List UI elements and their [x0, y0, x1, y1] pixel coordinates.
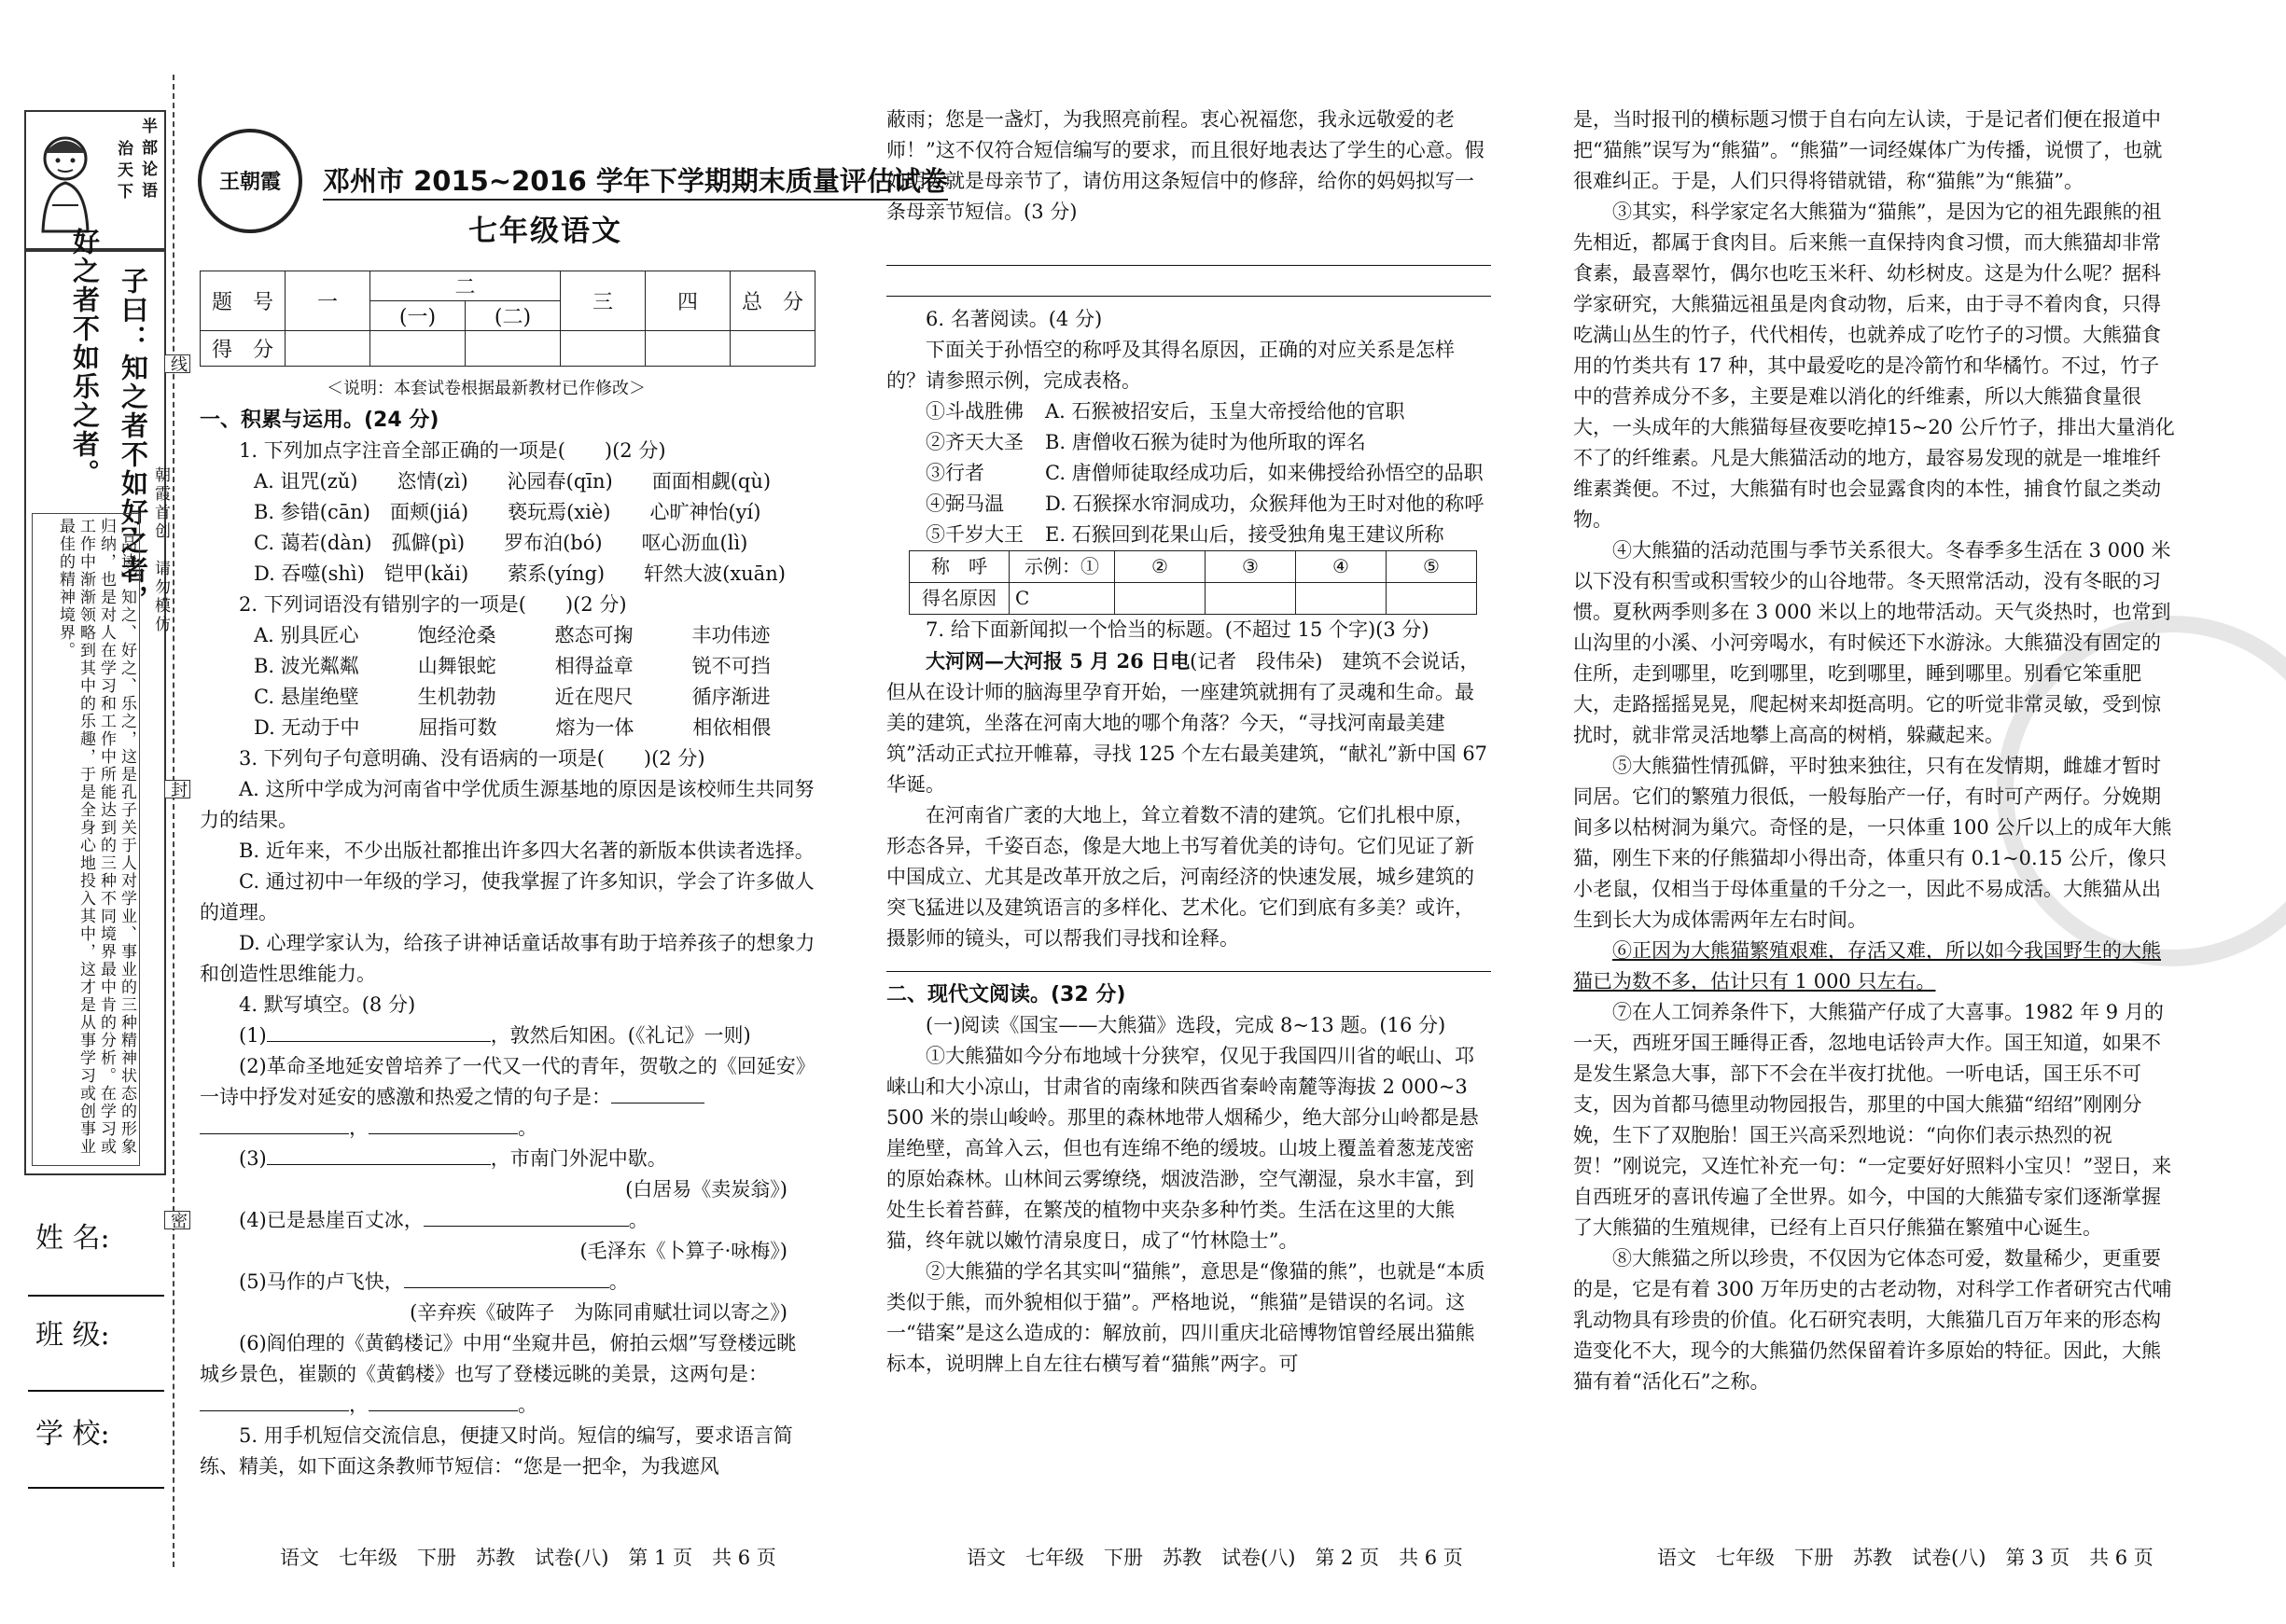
- reading-para-8: ⑧大熊猫之所以珍贵，不仅因为它体态可爱，数量稀少，更重要的是，它是有着 300 万年历史的古老动物，对科学工作者研究古代哺乳动物具有珍贵的价值。化石研究表明，大熊猫几百万年来的形态构造变化不大，现今的大熊猫仍然保留着许多原始的特征。因此，大熊猫有着“活化石”之称。: [1573, 1247, 2172, 1393]
- exam-subtitle: 七年级语文: [468, 215, 622, 248]
- q6-th: ③: [1206, 551, 1296, 583]
- footer-page-1: 语文 七年级 下册 苏教 试卷(八) 第 1 页 共 6 页: [280, 1547, 776, 1569]
- revision-note: ＜说明：本套试卷根据最新教材已作修改＞: [327, 379, 646, 398]
- score-head-1: 一: [286, 271, 370, 331]
- reading-para-1: ①大熊猫如今分布地域十分狭窄，仅见于我国四川省的岷山、邛崃山和大小凉山，甘肃省的南缘和陕西省秦岭南麓等海拔 2 000~3 500 米的崇山峻岭。那里的森林地带人烟稀少，绝大部分山岭都是悬崖绝壁，高耸入云，但也有连绵不绝的缓坡。山坡上覆盖着葱茏茂密的原始森林。山林间云雾缭绕，烟波浩渺，空气潮湿，泉水丰富，到处生长着苔藓，在繁茂的植物中夹杂多种竹类。生活在这里的大熊猫，终年就以嫩竹清泉度日，成了“竹林隐士”。: [886, 1045, 1479, 1252]
- sidebar-quote-line2: 好之者不如乐之者。: [69, 228, 101, 488]
- class-label: 班 级:: [35, 1319, 110, 1352]
- name-field[interactable]: [28, 1295, 164, 1297]
- school-field[interactable]: [28, 1487, 164, 1489]
- q6-answer-table: [909, 550, 1477, 615]
- q6-th: 示例：①: [1010, 551, 1115, 583]
- q6-name: ④弼马温: [926, 493, 1004, 515]
- score-cell[interactable]: [286, 331, 370, 367]
- answer-blank[interactable]: [267, 1164, 491, 1165]
- q4-5-text: (5)马作的卢飞快，: [239, 1270, 404, 1293]
- q6-name: ③行者: [926, 462, 984, 484]
- news-para-2: 在河南省广袤的大地上，耸立着数不清的建筑。它们扎根中原，形态各异，千姿百态，像是大地上书写着优美的诗句。它们见证了新中国成立、尤其是改革开放之后，河南经济的快速发展，城乡建筑的突飞猛进以及建筑语言的多样化、艺术化。它们到底有多美？或许，摄影师的镜头，可以帮我们寻找和诠释。: [886, 804, 1474, 950]
- sidebar-top-label2: 治天下: [114, 140, 132, 204]
- q4-3-label: (3): [239, 1147, 267, 1170]
- q4-3-text: ，市南门外泥中歇。: [490, 1147, 667, 1170]
- news-para-1: [886, 645, 1491, 800]
- footer-page-2: 语文 七年级 下册 苏教 试卷(八) 第 2 页 共 6 页: [967, 1547, 1463, 1569]
- page2-column: [886, 104, 1491, 1380]
- q6-example-answer: C: [1010, 583, 1115, 615]
- score-row-label: 得 分: [201, 331, 286, 367]
- q6-match-row: [886, 520, 1491, 550]
- q1-option-b: B. 参错(cān) 面颊(jiá) 亵玩焉(xiè) 心旷神怡(yí): [254, 501, 761, 523]
- section-2-heading: 二、现代文阅读。(32 分): [886, 983, 1126, 1006]
- reading-para-4: ④大熊猫的活动范围与季节关系很大。冬春季多生活在 3 000 米以下没有积雪或积雪较少的山谷地带。冬天照常活动，没有冬眠的习惯。夏秋两季则多在 3 000 米以上的地带活动。天气炎热时，也常到山沟里的小溪、小河旁喝水，有时候还下水游泳。大熊猫没有固定的住所，走到哪里，吃到哪里，吃到哪里，睡到哪里。别看它笨重肥大，走路摇摇晃晃，爬起树来却挺高明。它的听觉非常灵敏，受到惊扰时，就非常灵活地攀上高高的树梢，躲藏起来。: [1573, 539, 2171, 746]
- score-cell[interactable]: [731, 331, 815, 367]
- q3-option-d: D. 心理学家认为，给孩子讲神话童话故事有助于培养孩子的想象力和创造性思维能力。: [200, 932, 815, 985]
- sidebar-mid-label: 朝霞首创 请勿模仿: [151, 466, 170, 634]
- q4-4-source: (毛泽东《卜算子·咏梅》): [579, 1240, 788, 1262]
- q6-reason: A. 石猴被招安后，玉皇大帝授给他的官职: [1045, 400, 1405, 423]
- q3-option-b: B. 近年来，不少出版社都推出许多四大名著的新版本供读者选择。: [239, 840, 815, 862]
- page3-column: [1573, 104, 2178, 1397]
- answer-blank[interactable]: [404, 1287, 609, 1288]
- reading-1-instruction: (一)阅读《国宝——大熊猫》选段，完成 8~13 题。(16 分): [926, 1014, 1446, 1036]
- q3-option-c: C. 通过初中一年级的学习，使我掌握了许多知识，学会了许多做人的道理。: [200, 870, 815, 923]
- exam-title: 邓州市 2015~2016 学年下学期期末质量评估试卷: [323, 160, 948, 201]
- reading-para-2: ②大熊猫的学名其实叫“猫熊”，意思是“像猫的熊”，也就是“本质类似于熊，而外貌相似于猫”。严格地说，“熊猫”是错误的名词。这一“错案”是这么造成的：解放前，四川重庆北碚博物馆曾经展出猫熊标本，说明牌上自左往右横写着“猫熊”两字。可: [886, 1260, 1485, 1375]
- answer-blank[interactable]: [369, 1410, 518, 1411]
- q6-answer-cell[interactable]: [1296, 583, 1387, 615]
- q4-4: (4)已是悬崖百丈冰， 。: [239, 1209, 648, 1231]
- q6-th: ②: [1115, 551, 1206, 583]
- school-label: 学 校:: [35, 1418, 110, 1450]
- q6-row-label: 得名原因: [910, 583, 1010, 615]
- name-label: 姓 名:: [35, 1222, 110, 1255]
- binding-mark-feng: 封: [164, 780, 190, 798]
- q6-reason: C. 唐僧师徒取经成功后，如来佛授给孙悟空的品职: [1045, 462, 1484, 484]
- q4-6-text: (6)阎伯理的《黄鹤楼记》中用“坐窥井邑，俯拍云烟”写登楼远眺城乡景色，崔颢的《黄鹤楼》也写了登楼远眺的美景，这两句是：: [200, 1332, 797, 1385]
- q4-2-blank-line: ， 。: [200, 1113, 815, 1144]
- q6-name: ①斗战胜佛: [926, 400, 1024, 423]
- class-field[interactable]: [28, 1390, 164, 1392]
- q3: 3. 下列句子句意明确、没有语病的一项是( )(2 分): [239, 747, 705, 770]
- score-head-2: 二: [370, 271, 561, 301]
- sidebar-quote-box: [24, 228, 166, 1175]
- q4: 4. 默写填空。(8 分): [239, 993, 416, 1016]
- score-cell[interactable]: [370, 331, 466, 367]
- q3-option-a: A. 这所中学成为河南省中学优质生源基地的原因是该校师生共同努力的结果。: [200, 778, 815, 831]
- binding-line: [173, 75, 174, 1567]
- score-head-3: 三: [561, 271, 646, 331]
- q2-option-c: C. 悬崖绝壁 生机勃勃 近在咫尺 循序渐进: [254, 686, 771, 708]
- q4-4-text: (4)已是悬崖百丈冰，: [239, 1209, 424, 1231]
- q6-th: 称 呼: [910, 551, 1010, 583]
- news-dateline: 大河网—大河报 5 月 26 日电: [926, 649, 1191, 673]
- answer-blank[interactable]: [424, 1226, 629, 1227]
- q1: 1. 下列加点字注音全部正确的一项是( )(2 分): [239, 439, 666, 462]
- score-sub-2: (二): [466, 301, 561, 331]
- q6-reason: B. 唐僧收石猴为徒时为他所取的诨名: [1045, 431, 1366, 453]
- footer-page-3: 语文 七年级 下册 苏教 试卷(八) 第 3 页 共 6 页: [1657, 1547, 2154, 1569]
- news-text-1: 建筑不会说话，但从在设计师的脑海里孕育开始，一座建筑就拥有了灵魂和生命。最美的建筑，坐落在河南大地的哪个角落？今天，“寻找河南最美建筑”活动正式拉开帷幕，寻找 125 个左右最美建筑，“献礼”新中国 67 华诞。: [886, 650, 1488, 796]
- answer-blank[interactable]: [369, 1133, 518, 1134]
- section-1-heading: 一、积累与运用。(24 分): [200, 409, 439, 432]
- answer-line[interactable]: [886, 954, 1491, 972]
- q6-answer-cell[interactable]: [1206, 583, 1296, 615]
- q4-1-text: ，敦然后知困。(《礼记》一则): [490, 1024, 751, 1047]
- q5: 5. 用手机短信交流信息，便捷又时尚。短信的编写，要求语言简练、精美，如下面这条教师节短信：“您是一把伞，为我遮风: [200, 1424, 793, 1478]
- q2: 2. 下列词语没有错别字的一项是( )(2 分): [239, 593, 627, 616]
- q6-reason: E. 石猴回到花果山后，接受独角鬼王建议所称: [1045, 523, 1444, 546]
- q6-match-row: [886, 396, 1491, 427]
- reading-para-2-continued: 是，当时报刊的横标题习惯于自右向左认读，于是记者们便在报道中把“猫熊”误写为“熊猫”。“熊猫”一词经媒体广为传播，说惯了，也就很难纠正。于是，人们只得将错就错，称“猫熊”为“熊猫”。: [1573, 108, 2163, 192]
- score-head-label: 题 号: [201, 271, 286, 331]
- q6-match-row: [886, 427, 1491, 458]
- answer-line[interactable]: [886, 228, 1491, 266]
- q1-option-d: D. 吞噬(shì) 铠甲(kǎi) 萦系(yíng) 轩然大波(xuān): [254, 562, 786, 585]
- sidebar-note: 【品读】知之、好之、乐之，这是孔子关于人对学业、事业的三种精神状态的形象归纳，也是对人在学习和工作中所能达到的三种不同境界最中肯的分析。在学习或工作中渐渐领略到其中的乐趣，于是全身心地投入其中，这才是从事学习或创事业最佳的精神境界。: [32, 513, 140, 1166]
- score-table: [200, 271, 815, 367]
- q4-1-label: (1): [239, 1024, 267, 1047]
- q4-2: [200, 1051, 815, 1113]
- q4-5: (5)马作的卢飞快， 。: [239, 1270, 629, 1293]
- q4-5-source: (辛弃疾《破阵子 为陈同甫赋壮词以寄之》): [410, 1301, 788, 1324]
- q4-6: (6)阎伯理的《黄鹤楼记》中用“坐窥井邑，俯拍云烟”写登楼远眺城乡景色，崔颢的《黄鹤楼》也写了登楼远眺的美景，这两句是：， 。: [200, 1332, 797, 1416]
- q2-option-b: B. 波光粼粼 山舞银蛇 相得益章 锐不可挡: [254, 655, 771, 677]
- q6-answer-cell[interactable]: [1115, 583, 1206, 615]
- q6-answer-cell[interactable]: [1387, 583, 1477, 615]
- q1-option-c: C. 蔼若(dàn) 孤僻(pì) 罗布泊(bó) 呕心沥血(lì): [254, 532, 748, 554]
- answer-line[interactable]: [886, 266, 1491, 297]
- answer-blank[interactable]: [200, 1410, 349, 1411]
- news-author: (记者 段伟朵): [1190, 650, 1323, 673]
- answer-blank[interactable]: [200, 1133, 349, 1134]
- score-head-4: 四: [646, 271, 731, 331]
- logo-text: 王朝霞: [218, 170, 281, 194]
- q6-th: ⑤: [1387, 551, 1477, 583]
- score-sub-1: (一): [370, 301, 466, 331]
- reading-para-5: ⑤大熊猫性情孤僻，平时独来独往，只有在发情期，雌雄才暂时同居。它们的繁殖力很低，一般每胎产一仔，有时可产两仔。分娩期间多以枯树洞为巢穴。奇怪的是，一只体重 100 公斤以上的成年大熊猫，刚生下来的仔熊猫却小得出奇，体重只有 0.1~0.15 公斤，像只小老鼠，仅相当于母体重量的千分之一，因此不易成活。大熊猫从出生到长大为成体需两年左右时间。: [1573, 755, 2172, 931]
- q2-option-d: D. 无动于中 屈指可数 熔为一体 相依相偎: [254, 716, 772, 739]
- q4-3-source: (白居易《卖炭翁》): [625, 1178, 788, 1201]
- q2-option-a: A. 别具匠心 饱经沧桑 憨态可掬 丰功伟迹: [254, 624, 771, 646]
- q4-2-text: (2)革命圣地延安曾培养了一代又一代的青年，贺敬之的《回延安》一诗中抒发对延安的感激和热爱之情的句子是：: [200, 1055, 815, 1108]
- answer-blank[interactable]: [267, 1041, 491, 1042]
- reading-para-3: ③其实，科学家定名大熊猫为“猫熊”，是因为它的祖先跟熊的祖先相近，都属于食肉目。后来熊一直保持肉食习惯，而大熊猫却非常食素，最喜翠竹，偶尔也吃玉米秆、幼杉树皮。这是为什么呢？据科学家研究，大熊猫远祖虽是肉食动物，后来，由于寻不着肉食，只得吃满山丛生的竹子，代代相传，也就养成了吃竹子的习惯。大熊猫食用的竹类共有 17 种，其中最爱吃的是冷箭竹和华橘竹。不过，竹子中的营养成分不多，主要是难以消化的纤维素，所以大熊猫食量很大，一头成年的大熊猫每昼夜要吃掉15~20 公斤竹子，排出大量消化不了的纤维素。凡是大熊猫活动的地方，最容易发现的就是一堆堆纤维素粪便。不过，大熊猫有时也会显露食肉的本性，捕食竹鼠之类动物。: [1573, 201, 2175, 531]
- score-cell[interactable]: [466, 331, 561, 367]
- q6: 6. 名著阅读。(4 分): [926, 308, 1103, 330]
- score-cell[interactable]: [561, 331, 646, 367]
- q6-desc: 下面关于孙悟空的称呼及其得名原因，正确的对应关系是怎样的？请参照示例，完成表格。: [886, 339, 1455, 392]
- score-head-total: 总 分: [731, 271, 815, 331]
- sidebar-top-label: 半部论语: [138, 118, 157, 203]
- binding-mark-mi: 密: [164, 1211, 190, 1229]
- q6-th: ④: [1296, 551, 1387, 583]
- q6-match-row: [886, 489, 1491, 520]
- q4-3: [200, 1144, 815, 1174]
- q4-1: [200, 1020, 815, 1051]
- q6-name: ②齐天大圣: [926, 431, 1024, 453]
- reading-para-7: ⑦在人工饲养条件下，大熊猫产仔成了大喜事。1982 年 9 月的一天，西班牙国王睡得正香，忽地电话铃声大作。国王知道，如果不是发生紧急大事，部下不会在半夜打扰他。一听电话，国王乐不可支，因为首都马德里动物园报告，那里的中国大熊猫“绍绍”刚刚分娩，生下了双胞胎！国王兴高采烈地说：“向你们表示热烈的祝贺！”刚说完，又连忙补充一句：“一定要好好照料小宝贝！”翌日，来自西班牙的喜讯传遍了全世界。如今，中国的大熊猫专家们逐渐掌握了大熊猫的生殖规律，已经有上百只仔熊猫在繁殖中心诞生。: [1573, 1001, 2172, 1239]
- q5-continued: 蔽雨；您是一盏灯，为我照亮前程。衷心祝福您，我永远敬爱的老师！”这不仅符合短信编写的要求，而且很好地表达了学生的心意。假如明天就是母亲节了，请仿用这条短信中的修辞，给你的妈妈拟写一条母亲节短信。(3 分): [886, 108, 1485, 223]
- reading-para-6: ⑥正因为大熊猫繁殖艰难，存活又难，所以如今我国野生的大熊猫已为数不多，估计只有 1 000 只左右。: [1573, 939, 2161, 992]
- page1-column: [200, 405, 815, 1482]
- brand-logo: [198, 129, 302, 233]
- q6-reason: D. 石猴探水帘洞成功，众猴拜他为王时对他的称呼: [1045, 493, 1485, 515]
- q7: 7. 给下面新闻拟一个恰当的标题。(不超过 15 个字)(3 分): [926, 618, 1429, 641]
- score-cell[interactable]: [646, 331, 731, 367]
- binding-mark-xian: 线: [164, 354, 190, 373]
- q6-name: ⑤千岁大王: [926, 523, 1024, 546]
- q1-option-a: A. 诅咒(zǔ) 恣情(zì) 沁园春(qīn) 面面相觑(qù): [254, 470, 772, 493]
- scholar-icon: [32, 119, 99, 243]
- q6-match-row: [886, 458, 1491, 489]
- sidebar-quote-line1: 子曰：知之者不如好之者，: [118, 267, 149, 614]
